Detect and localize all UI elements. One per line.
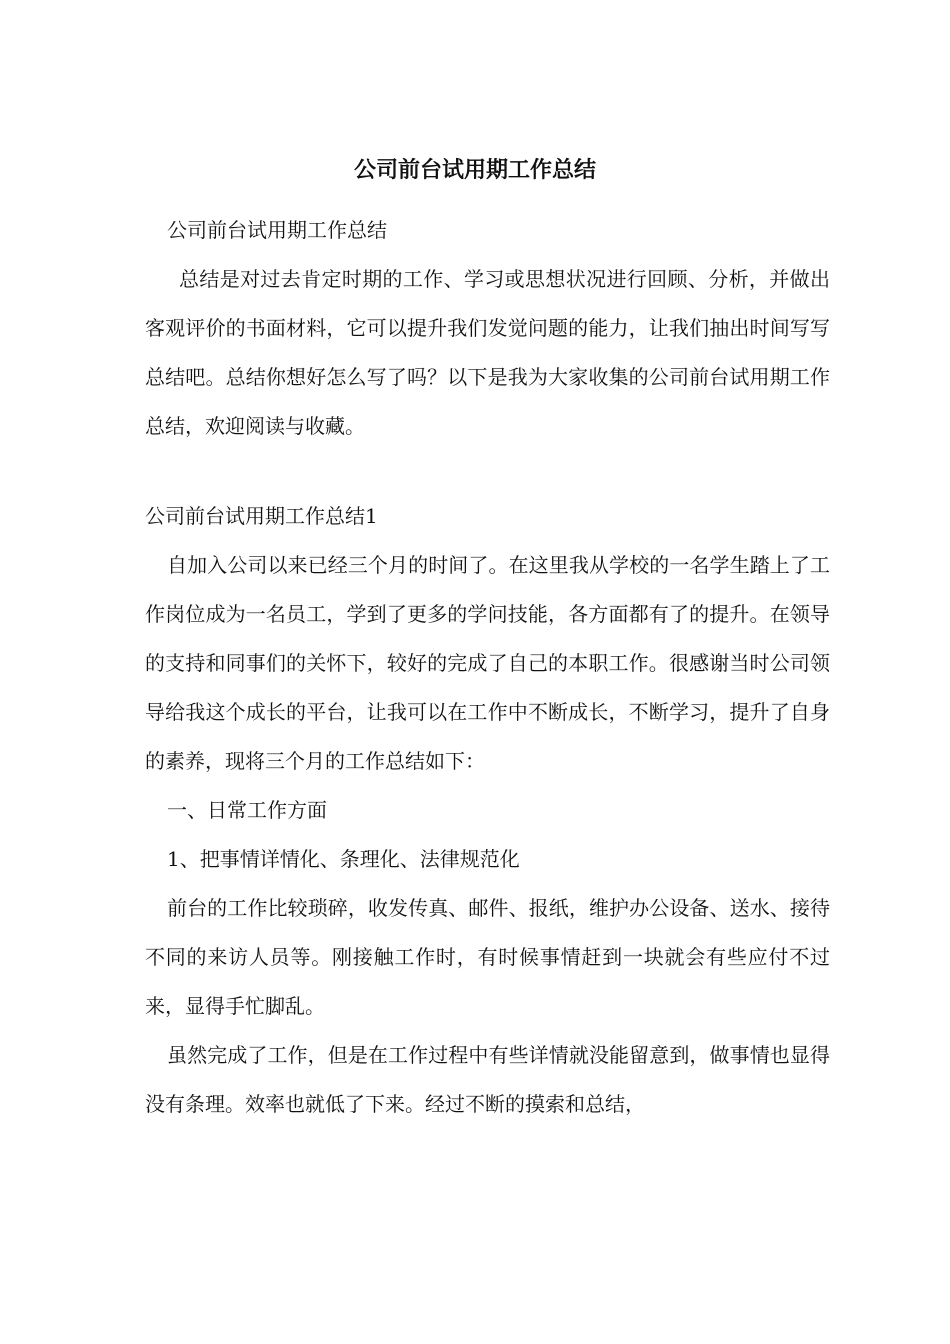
heading-daily-work: 一、日常工作方面 [167, 798, 327, 822]
document-subtitle: 公司前台试用期工作总结 [167, 218, 387, 242]
intro-paragraph: 总结是对过去肯定时期的工作、学习或思想状况进行回顾、分析，并做出客观评价的书面材料，它可以提升我们发觉问题的能力，让我们抽出时间写写总结吧。总结你想好怎么写了吗？以下是我为大家收集的公司前台试用期工作总结，欢迎阅读与收藏。 [145, 267, 830, 438]
body-paragraph-3: 虽然完成了工作，但是在工作过程中有些详情就没能留意到，做事情也显得没有条理。效率也就低了下来。经过不断的摸索和总结， [145, 1043, 830, 1116]
document-title: 公司前台试用期工作总结 [353, 157, 596, 183]
document-body [145, 206, 830, 1129]
subheading-item-1: 1、把事情详情化、条理化、法律规范化 [167, 847, 520, 871]
body-paragraph-2: 前台的工作比较琐碎，收发传真、邮件、报纸，维护办公设备、送水、接待不同的来访人员等。刚接触工作时，有时候事情赶到一块就会有些应付不过来，显得手忙脚乱。 [145, 896, 830, 1018]
body-paragraph-1: 自加入公司以来已经三个月的时间了。在这里我从学校的一名学生踏上了工作岗位成为一名员工，学到了更多的学问技能，各方面都有了的提升。在领导的支持和同事们的关怀下，较好的完成了自己的本职工作。很感谢当时公司领导给我这个成长的平台，让我可以在工作中不断成长，不断学习，提升了自身的素养，现将三个月的工作总结如下： [145, 553, 830, 773]
paragraph-gap [145, 451, 830, 492]
section-heading: 公司前台试用期工作总结1 [145, 504, 378, 528]
